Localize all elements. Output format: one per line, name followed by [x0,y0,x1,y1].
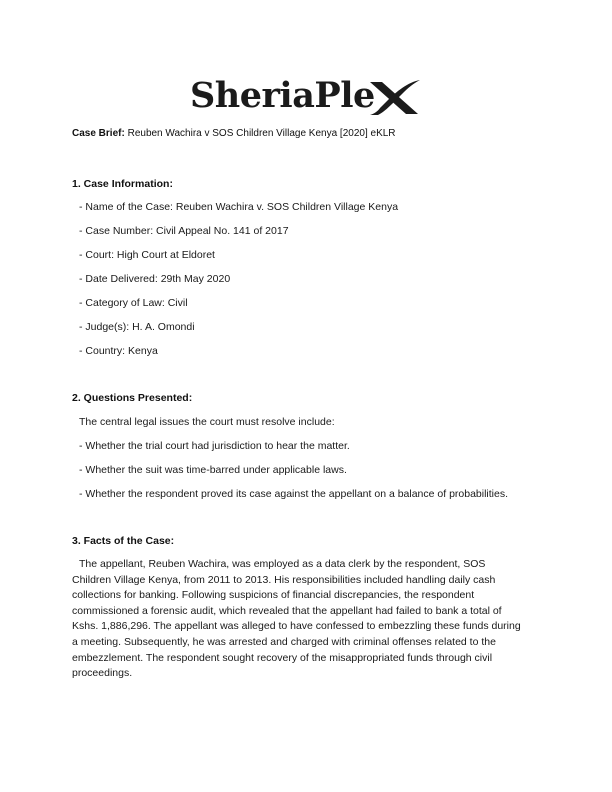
case-brief-label: Case Brief: [72,128,125,139]
sheriaplex-logo [190,70,430,122]
list-item: - Case Number: Civil Appeal No. 141 of 2017 [79,225,289,237]
paragraph-line: Kshs. 1,886,296. The appellant was alleged to have confessed to embezzling these funds during [72,620,521,633]
list-item: - Whether the suit was time-barred under applicable laws. [79,464,347,476]
section-heading-facts: 3. Facts of the Case: [72,535,175,547]
list-item: - Whether the respondent proved its case against the appellant on a balance of probabilities. [79,488,509,500]
paragraph-line: collections for banking. Following suspicions of financial discrepancies, the respondent [72,589,475,602]
list-item: - Judge(s): H. A. Omondi [79,321,195,333]
case-brief-line [72,128,396,139]
case-brief-title: Reuben Wachira v SOS Children Village Kenya [2020] eKLR [127,128,396,139]
list-item: - Country: Kenya [79,345,158,357]
paragraph-line: The appellant, Reuben Wachira, was employed as a data clerk by the respondent, SOS [79,558,486,570]
list-item: - Name of the Case: Reuben Wachira v. SOS Children Village Kenya [79,201,399,213]
facts-paragraph [72,557,542,682]
x-mark-icon [368,78,420,118]
logo-text: SheriaPle [190,75,375,116]
paragraph-line: Children Village Kenya, from 2011 to 2013. His responsibilities included handling daily cash [72,573,496,586]
list-item: - Date Delivered: 29th May 2020 [79,273,231,285]
paragraph-line: commissioned a forensic audit, which revealed that the appellant had failed to bank a total of [72,604,502,617]
list-item: - Court: High Court at Eldoret [79,249,215,261]
list-item: - Category of Law: Civil [79,297,188,309]
paragraph-line: embezzlement. The respondent sought recovery of the misappropriated funds through civil [72,651,493,664]
paragraph-line: a meeting. Subsequently, he was arrested and charged with criminal offenses related to the [72,635,496,648]
list-item: - Whether the trial court had jurisdiction to hear the matter. [79,440,350,452]
section-heading-case-information: 1. Case Information: [72,178,173,190]
section-heading-questions-presented: 2. Questions Presented: [72,392,193,404]
paragraph-line: proceedings. [72,667,133,680]
section-intro: The central legal issues the court must resolve include: [79,416,335,428]
